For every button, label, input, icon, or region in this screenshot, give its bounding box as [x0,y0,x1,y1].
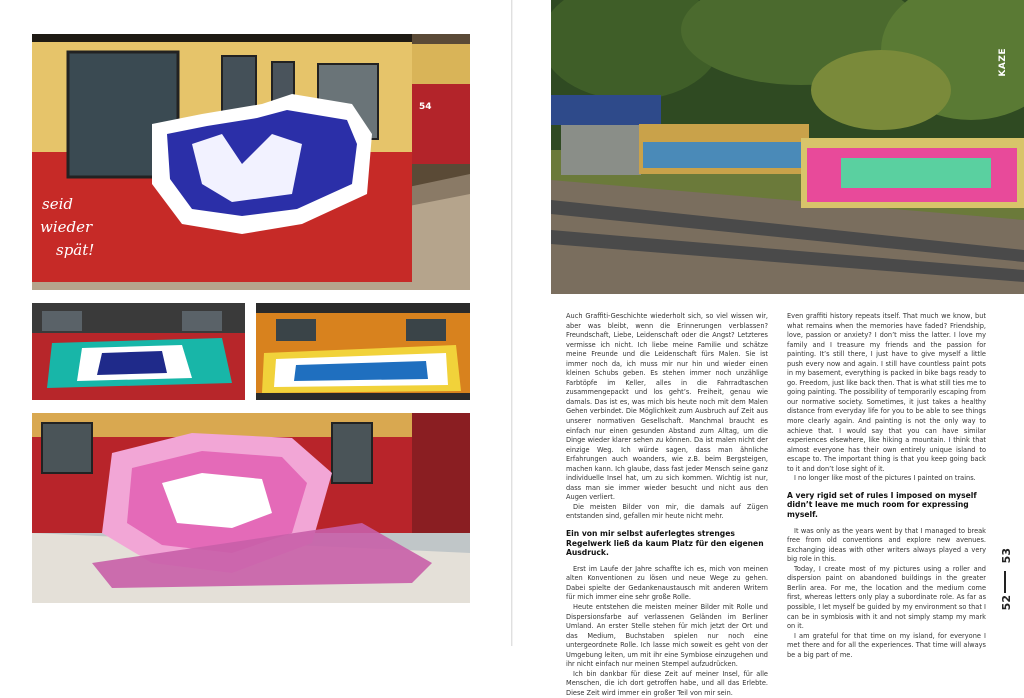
english-paragraph-2: I no longer like most of the pictures I painted on trains. [794,474,976,483]
german-paragraph-5: Ich bin dankbar für diese Zeit auf meiner Insel, für alle Menschen, die ich dort getroffen habe, und all das Erlebte. Diese Zeit wird immer ein großer Teil von mir sein. [566,669,768,697]
german-subheading: Ein von mir selbst auferlegtes strenges Regelwerk ließ da kaum Platz für den eigenen Ausdruck. [566,529,764,558]
svg-text:seid: seid [42,195,73,213]
svg-text:wieder: wieder [40,218,93,236]
page-number-left: 52 [1000,595,1013,611]
english-text-column [787,312,986,660]
page-gutter [511,0,513,646]
english-paragraph-5: I am grateful for that time on my island, for everyone I met there and for all the experiences. That time will always be a big part of me. [787,631,986,659]
photo-train-pink-piece [32,413,470,603]
german-text-column [566,312,768,698]
english-paragraph-4: Today, I create most of my pictures using a roller and dispersion paint on abandoned buildings in the greater Berlin area. For me, the location and the medium come first, whereas letters only play a subordinate role. As far as possible, I let myself be guided by my environment so that I can be in symbiosis with it and not simply stamp my mark on it. [787,564,986,631]
photo-landscape-trains [551,0,1024,294]
svg-text:54: 54 [419,102,432,112]
page-number-divider [1004,571,1006,593]
german-paragraph-4: Heute entstehen die meisten meiner Bilder mit Rolle und Dispersionsfarbe auf verlassenen Geländen im Berliner Umland. An erster Stelle stehen für mich jetzt der Ort und das Medium, Buchstaben spielen nur noch eine untergeordnete Rolle. Ich lasse mich soweit es geht von der Umgebung leiten, um mit ihr eine Symbiose einzugehen und ihr nicht einfach nur meinen Stempel aufzudrücken. [566,603,768,669]
svg-text:spät!: spät! [56,241,95,259]
english-paragraph-3: It was only as the years went by that I managed to break free from old conventions and explore new avenues. Exchanging ideas with other writers always played a very big role in this. [787,526,986,564]
photo-train-orange-piece [256,303,470,400]
photo-train-yellow-red [32,34,470,290]
english-paragraph-1: Even graffiti history repeats itself. That much we know, but what remains when the memories have faded? Friendship, love, passion or anxiety? I don’t miss the latter. I love my family and I treasure my friends and the passion for painting. It’s still there, I just have to give myself a little push every now and again. I still have countless paint pots in my basement, everything is packed in bike bags ready to go. Freedom, just like back then. That is what still ties me to going painting. The possibility of temporarily escaping from our normative society. Sometimes, it just takes a healthy distance from everyday life for you to be able to see things more clearly again. And painting is not the only way to achieve that. I would say that you can have similar experiences elsewhere, like hiking a mountain. I think that almost everyone has their own entirely unique island to escape to. The important thing is that you keep going back to it and don’t lose sight of it. [787,312,987,473]
magazine-label: KAZE [998,48,1008,77]
german-paragraph-1: Auch Graffiti-Geschichte wiederholt sich, so viel wissen wir, aber was bleibt, wenn die Erinnerungen verblassen? Freundschaft, Liebe, Leidenschaft oder die Angst? Letzteres vermisse ich nicht. Ich liebe meine Familie und schätze meine Freunde und die Leidenschaft fürs Malen. Sie ist immer noch da, ich muss mir nur hin und wieder einen kleinen Schubs geben. Es stehen immer noch unzählige Farbtöpfe im Keller, alles in die Fahrradtaschen zusammengepackt und los geht’s. Freiheit, genau wie damals. Das ist es, was mich bis heute noch mit dem Malen Gehen verbindet. Die Möglichkeit zum Ausbruch auf Zeit aus unserer normativen Gesellschaft. Manchmal braucht es einfach nur einen gesunden Abstand zum Alltag, um die Dinge wieder klarer sehen zu können. Da ist malen nicht der einzige Weg. Ich würde sagen, dass man ähnliche Erfahrungen auch woanders, wie z.B. beim Bergsteigen, machen kann. Ich glaube, dass fast jeder Mensch seine ganz individuelle Insel hat, um zu sich kommen. Wichtig ist nur, dass man sie immer wieder besucht und nicht aus den Augen verliert. [566,312,768,502]
photo-train-cyan-piece [32,303,245,400]
page-number-right: 53 [1000,548,1013,564]
german-paragraph-2: Die meisten Bilder von mir, die damals auf Zügen entstanden sind, gefallen mir heute nicht mehr. [566,502,768,521]
german-paragraph-3: Erst im Laufe der Jahre schaffte ich es, mich von meinen alten Konventionen zu lösen und neue Wege zu gehen. Dabei spielte der Gedankenaustausch mit anderen Writern für mich immer eine sehr große Rolle. [566,564,768,602]
english-subheading: A very rigid set of rules I imposed on myself didn’t leave me much room for expressing myself. [787,490,977,520]
